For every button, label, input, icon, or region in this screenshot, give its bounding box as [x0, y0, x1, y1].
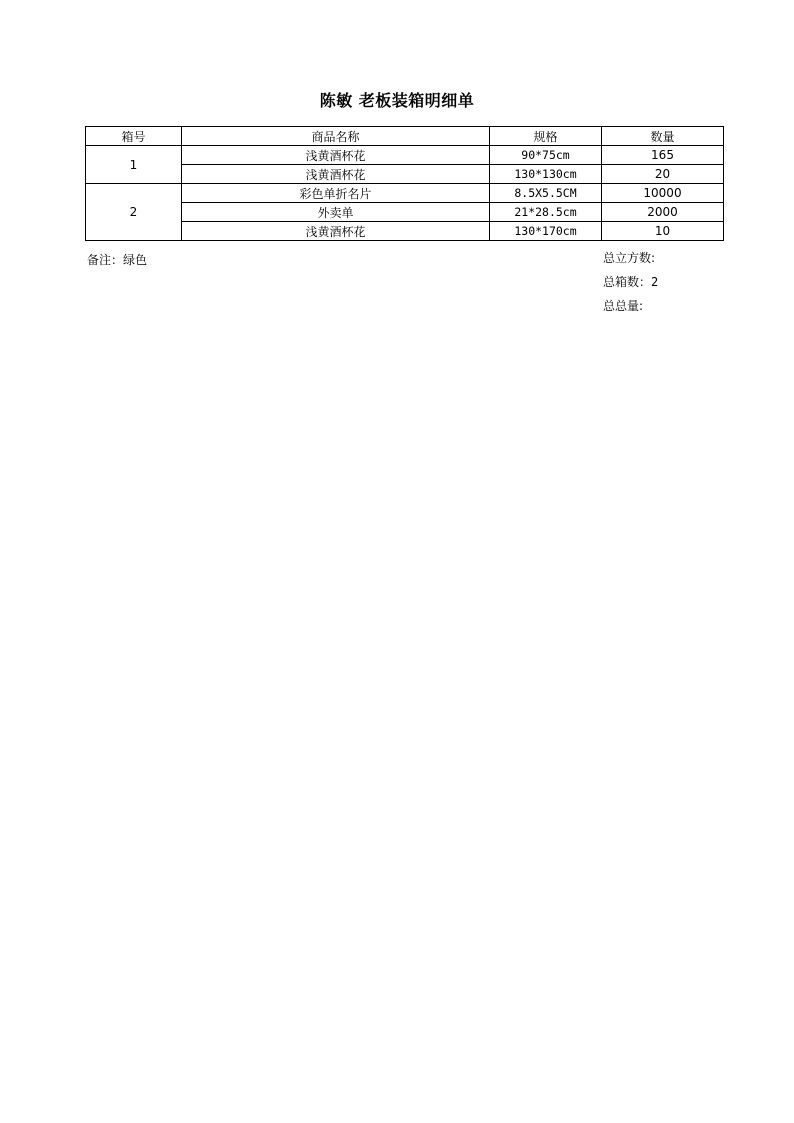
quantity-cell: 20 [602, 165, 724, 184]
product-name-cell: 浅黄酒杯花 [182, 146, 490, 165]
quantity-cell: 10000 [602, 184, 724, 203]
quantity-cell: 2000 [602, 203, 724, 222]
quantity-cell: 10 [602, 222, 724, 241]
table-row [86, 222, 724, 241]
spec-cell: 8.5X5.5CM [490, 184, 602, 203]
table-header-row [86, 127, 724, 146]
product-name-cell: 彩色单折名片 [182, 184, 490, 203]
spec-cell: 130*130cm [490, 165, 602, 184]
header-product-name: 商品名称 [182, 127, 490, 146]
header-spec: 规格 [490, 127, 602, 146]
product-name-cell: 浅黄酒杯花 [182, 165, 490, 184]
header-box-no: 箱号 [86, 127, 182, 146]
remark-note: 备注：绿色 [87, 253, 148, 267]
total-weight-label: 总总量: [603, 299, 644, 313]
spec-cell: 90*75cm [490, 146, 602, 165]
total-weight [603, 297, 643, 314]
box-number-cell: 2 [86, 184, 182, 241]
spec-cell: 21*28.5cm [490, 203, 602, 222]
table-row [86, 165, 724, 184]
total-boxes-label: 总箱数： [603, 275, 652, 289]
packing-list-table [85, 126, 724, 241]
table-row [86, 184, 724, 203]
total-boxes [603, 273, 658, 290]
header-quantity: 数量 [602, 127, 724, 146]
product-name-cell: 外卖单 [182, 203, 490, 222]
total-volume [603, 249, 655, 266]
document-title: 陈敏 老板装箱明细单 [319, 91, 475, 110]
quantity-cell: 165 [602, 146, 724, 165]
total-volume-label: 总立方数: [603, 251, 656, 265]
box-number-cell: 1 [86, 146, 182, 184]
product-name-cell: 浅黄酒杯花 [182, 222, 490, 241]
table-row [86, 203, 724, 222]
total-boxes-value: 2 [651, 275, 659, 289]
spec-cell: 130*170cm [490, 222, 602, 241]
table-row [86, 146, 724, 165]
